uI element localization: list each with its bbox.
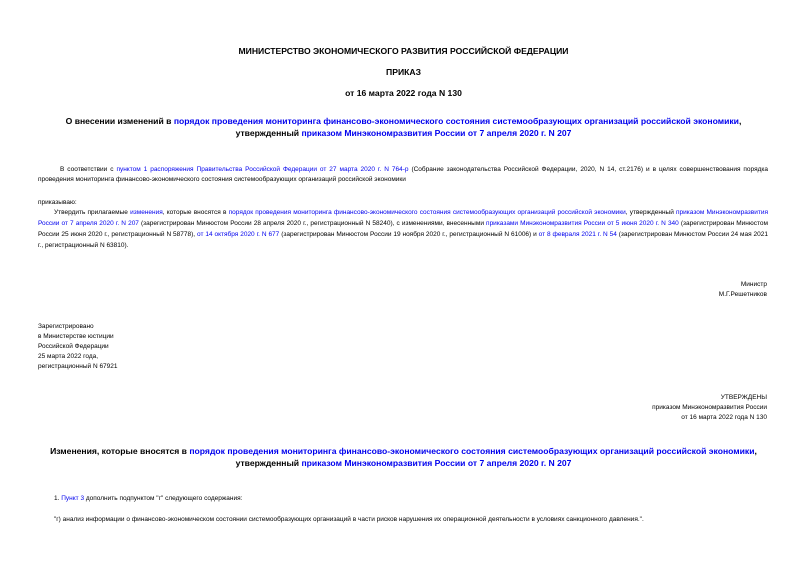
- changes-title: [36, 445, 771, 469]
- order-text-1: Утвердить прилагаемые: [54, 209, 131, 216]
- title-link-procedure[interactable]: порядок проведения мониторинга финансово-экономического состояния системообразующих организаций российской экономики: [173, 116, 739, 126]
- order-paragraph: [38, 207, 768, 251]
- order-link-changes[interactable]: изменения: [130, 209, 163, 216]
- order-link-procedure[interactable]: порядок проведения мониторинга финансово-экономического состояния системообразующих организаций российской экономики: [228, 209, 626, 216]
- order-link-order-340[interactable]: приказами Минэкономразвития России от 5 июня 2020 г. N 340: [486, 220, 679, 227]
- registration-block: [38, 322, 118, 372]
- item-1: [54, 494, 242, 504]
- registration-line-3: Российской Федерации: [38, 343, 109, 350]
- order-text-2: , которые вносятся в: [162, 209, 229, 216]
- preamble-link-government-order[interactable]: пунктом 1 распоряжения Правительства Российской Федерации от 27 марта 2020 г. N 764-р: [116, 166, 409, 173]
- title-link-order-207[interactable]: приказом Минэкономразвития России от 7 апреля 2020 г. N 207: [301, 128, 572, 138]
- item-1-quote: "г) анализ информации о финансово-экономическом состоянии системообразующих организаций в части рисков нарушения их операционной деятельности в условиях санкционного давления.".: [54, 516, 644, 523]
- registration-line-4: 25 марта 2022 года,: [38, 353, 99, 360]
- preamble-text-2: (Собрание законодательства Российской Федерации, 2020, N 14, ст.2176) и в целях совершенствования порядка проведения мониторинга финансово-экономического состояния системообразующих организаций российской экономики: [38, 166, 768, 183]
- order-link-order-677[interactable]: от 14 октября 2020 г. N 677: [197, 231, 280, 238]
- order-text-6: (зарегистрирован Минюстом России 19 ноября 2020 г., регистрационный N 61006) и: [279, 231, 539, 238]
- registration-line-5: регистрационный N 67921: [38, 363, 118, 370]
- approval-line-1: УТВЕРЖДЕНЫ: [720, 394, 767, 401]
- order-text-7: (зарегистрирован Минюстом России 24 мая 2021 г., регистрационный N 63810).: [38, 231, 769, 249]
- item-1-text: дополнить подпунктом "г" следующего содержания:: [84, 495, 243, 502]
- approval-line-3: от 16 марта 2022 года N 130: [681, 414, 767, 421]
- order-link-order-207[interactable]: приказом Минэкономразвития России от 7 апреля 2020 г. N 207: [38, 209, 768, 227]
- item-1-number: 1.: [54, 495, 62, 502]
- item-1-link-point-3[interactable]: Пункт 3: [61, 495, 85, 502]
- order-text-4: (зарегистрирован Минюстом России 28 апреля 2020 г., регистрационный N 58240), с изменениями, внесенными: [138, 220, 487, 227]
- registration-line-1: Зарегистрировано: [38, 323, 94, 330]
- order-text-5: (зарегистрирован Минюстом России 25 июня 2020 г., регистрационный N 58778),: [38, 220, 768, 238]
- changes-title-link-procedure[interactable]: порядок проведения мониторинга финансово-экономического состояния системообразующих организаций российской экономики: [189, 446, 755, 456]
- approval-block: [652, 393, 767, 423]
- changes-title-mid: , утвержденный: [235, 446, 757, 468]
- order-link-order-54[interactable]: от 8 февраля 2021 г. N 54: [538, 231, 617, 238]
- signature-name: М.Г.Решетников: [718, 291, 767, 298]
- title-mid: , утвержденный: [235, 116, 742, 138]
- approval-line-2: приказом Минэкономразвития России: [652, 404, 767, 411]
- signature-block: [719, 280, 767, 300]
- registration-line-2: в Министерстве юстиции: [38, 333, 114, 340]
- title-prefix: О внесении изменений в: [65, 116, 174, 126]
- preamble-paragraph: [38, 165, 768, 185]
- changes-title-prefix: Изменения, которые вносятся в: [50, 446, 190, 456]
- order-title: [40, 115, 767, 139]
- preamble-text-1: В соответствии с: [60, 166, 117, 173]
- signature-position: Министр: [740, 281, 767, 288]
- order-text-3: , утвержденный: [625, 209, 677, 216]
- doc-type-heading: ПРИКАЗ: [386, 67, 421, 77]
- ministry-heading: МИНИСТЕРСТВО ЭКОНОМИЧЕСКОГО РАЗВИТИЯ РОССИЙСКОЙ ФЕДЕРАЦИИ: [238, 46, 569, 56]
- order-word: приказываю:: [38, 199, 77, 206]
- changes-title-link-order-207[interactable]: приказом Минэкономразвития России от 7 апреля 2020 г. N 207: [301, 458, 572, 468]
- order-date-number: от 16 марта 2022 года N 130: [345, 88, 462, 98]
